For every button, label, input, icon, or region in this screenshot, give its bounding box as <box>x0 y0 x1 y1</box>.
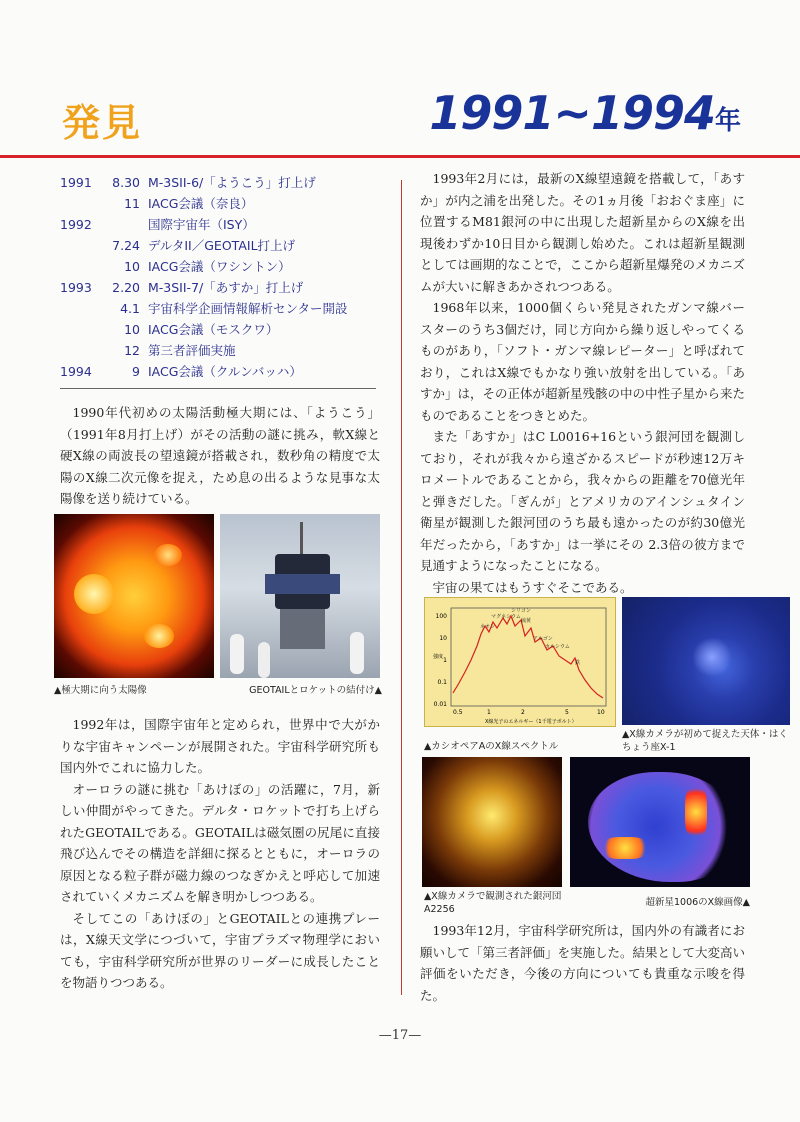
caption-sun: ▲極大期に向う太陽像 <box>54 685 147 696</box>
technician-figure <box>258 642 270 678</box>
page-title: 発見 <box>62 101 143 145</box>
paragraph-text: 1968年以来，1000個くらい発見されたガンマ線バースターのうち3個だけ，同じ方向から繰り返しやってくるものがあり，「ソフト・ガンマ線レピーター」と呼ばれており，これはX線でもかなり強い放射を出している。「あすか」は，その正体が超新星残骸の中の中性子星から来たものであることをつきとめた。 <box>420 300 746 423</box>
line-label: マグネシウム <box>491 614 521 620</box>
line-label: アルゴン <box>533 636 553 642</box>
spectrum-curve <box>453 616 603 698</box>
y-tick: 10 <box>439 635 447 642</box>
sun-bright-region <box>154 544 182 566</box>
header-rule <box>0 155 800 158</box>
right-paragraph-5 <box>420 920 745 1006</box>
timeline-row <box>60 256 380 277</box>
a2256-cluster-image <box>422 757 562 887</box>
timeline-row <box>60 214 380 235</box>
remnant-shell <box>588 772 738 882</box>
caption-cygnus: ▲X線カメラが初めて捉えた天体・はくちょう座X-1 <box>622 729 788 753</box>
paragraph-text: また「あすか」はC L0016+16という銀河団を観測しており，それが我々から遠ざかるスピードが秒速12万キロメートルであることから，我々からの距離を70億光年と弾きだした。「ぎんが」とアメリカのアインシュタイン衛星が観測した銀河団のうち最も遠かったのが約30億光年だったから，「あすか」は一挙にその 2.3倍の彼方まで見通すようになったことになる。 <box>420 429 745 573</box>
remnant-hotspot <box>685 782 707 842</box>
line-label: 硫黄 <box>521 618 532 624</box>
line-label: 鉄 <box>575 660 581 666</box>
y-tick: 100 <box>435 613 447 620</box>
paragraph-text: 1993年12月，宇宙科学研究所は，国内外の有識者にお願いして「第三者評価」を実施した。結果として大変高い評価をいただき，今後の方向についても貴重な示唆を得た。 <box>420 923 746 1003</box>
technician-figure <box>230 634 244 674</box>
x-tick: 0.5 <box>453 709 463 716</box>
timeline-row <box>60 340 380 361</box>
sun-xray-photo <box>54 514 214 678</box>
sun-bright-region <box>74 574 114 614</box>
x-tick: 1 <box>487 709 491 716</box>
timeline-row <box>60 361 380 382</box>
timeline-event: IACG会議（奈良） <box>148 196 254 211</box>
year-suffix: 年 <box>714 106 740 136</box>
line-label: ネオン <box>480 624 496 630</box>
paragraph-text: そしてこの「あけぼの」とGEOTAILとの連携プレーは，X線天文学につづいて，宇宙プラズマ物理学においても，宇宙科学研究所が世界のリーダーに成長したことを物語りつつある。 <box>60 910 380 990</box>
left-paragraph-1 <box>60 402 380 510</box>
timeline-row <box>60 319 380 340</box>
timeline-event: IACG会議（クルンバッハ） <box>148 364 302 379</box>
spectrum-svg <box>425 598 615 726</box>
remnant-hotspot <box>600 837 650 859</box>
paragraph-text: 宇宙の果てはもうすぐそこである。 <box>432 579 633 595</box>
timeline-row <box>60 172 380 193</box>
timeline-event: M-3SII-7/「あすか」打上げ <box>148 280 304 295</box>
column-divider <box>401 180 402 995</box>
timeline-row <box>60 277 380 298</box>
caption-geotail: GEOTAILとロケットの結付け▲ <box>249 685 382 696</box>
left-body <box>60 714 380 994</box>
timeline-rule <box>60 388 376 389</box>
sun-bright-region <box>144 624 174 648</box>
sn1006-xray-image <box>570 757 750 887</box>
timeline-event: M-3SII-6/「ようこう」打上げ <box>148 175 316 190</box>
timeline-event: 国際宇宙年（ISY） <box>148 217 255 232</box>
timeline-date: 2.20 <box>112 280 140 295</box>
x-tick: 5 <box>565 709 569 716</box>
timeline-date: 7.24 <box>112 238 140 253</box>
timeline-event: 宇宙科学企画情報解析センター開設 <box>148 301 348 316</box>
timeline-row <box>60 298 380 319</box>
timeline-date: 4.1 <box>120 301 140 316</box>
x-axis-label: X線光子のエネルギー（1千電子ボルト） <box>485 719 577 725</box>
timeline-year: 1991 <box>60 175 92 190</box>
y-tick: 0.1 <box>437 679 447 686</box>
timeline-date: 10 <box>124 322 140 337</box>
y-axis-label: 強度 <box>433 654 444 660</box>
x-tick: 2 <box>521 709 525 716</box>
paragraph-text: 1992年は，国際宇宙年と定められ，世界中で大がかりな宇宙キャンペーンが展開された。宇宙科学研究所も国内外でこれに協力した。 <box>60 717 380 775</box>
timeline-year: 1993 <box>60 280 92 295</box>
caption-a2256: ▲X線カメラで観測された銀河団A2256 <box>424 891 562 915</box>
cygnus-x1-image <box>622 597 790 725</box>
caption-sn1006: 超新星1006のX線画像▲ <box>645 897 750 908</box>
x-tick: 10 <box>597 709 605 716</box>
page-number: —17— <box>378 1028 422 1043</box>
line-label: シリコン <box>511 608 531 614</box>
timeline-event: IACG会議（ワシントン） <box>148 259 291 274</box>
caption-spectrum: ▲カシオペアAのX線スペクトル <box>424 741 559 752</box>
timeline-event: デルタII／GEOTAIL打上げ <box>148 238 296 253</box>
technician-figure <box>350 632 364 674</box>
timeline-row <box>60 193 380 214</box>
y-tick: 1 <box>443 657 447 664</box>
timeline-year: 1992 <box>60 217 92 232</box>
timeline-event: IACG会議（モスクワ） <box>148 322 279 337</box>
xray-source-glow <box>692 637 732 677</box>
line-label: カルシウム <box>545 644 570 650</box>
timeline-year: 1994 <box>60 364 92 379</box>
timeline-event: 第三者評価実施 <box>148 343 236 358</box>
paragraph-text: オーロラの謎に挑む「あけぼの」の活躍に，7月，新しい仲間がやってきた。デルタ・ロケットで打ち上げられたGEOTAILである。GEOTAILは磁気圏の尻尾に直接飛び込んでその構造を詳細に探るとともに，オーロラの原因となる粒子群が磁力線のつなぎかえと呼応して加速されていくメカニズムを解き明かしつつある。 <box>60 781 380 904</box>
year-range-value: 1991~1994 <box>429 86 715 140</box>
timeline-date: 10 <box>124 259 140 274</box>
paragraph-text: 1990年代初めの太陽活動極大期には、「ようこう」（1991年8月打上げ）がその活動の謎に挑み，軟X線と硬X線の両波長の望遠鏡が搭載され，数秒角の精度で太陽のX線二次元像を捉え，ため息の出るような見事な太陽像を送り続けている。 <box>60 405 380 506</box>
timeline-date: 8.30 <box>112 175 140 190</box>
satellite-stand <box>280 609 325 649</box>
y-tick: 0.01 <box>433 701 447 708</box>
year-range <box>429 86 740 140</box>
timeline-row <box>60 235 380 256</box>
satellite-panel <box>265 574 340 594</box>
cassiopeia-spectrum-plot <box>424 597 616 727</box>
timeline-date: 11 <box>124 196 140 211</box>
satellite-mast <box>300 522 303 556</box>
timeline-date: 12 <box>124 343 140 358</box>
timeline-date: 9 <box>132 364 140 379</box>
right-body <box>420 168 745 598</box>
timeline <box>60 172 380 382</box>
geotail-photo <box>220 514 380 678</box>
paragraph-text: 1993年2月には，最新のX線望遠鏡を搭載して，「あすか」が内之浦を出発した。その1ヵ月後「おおぐま座」に位置するM81銀河の中に出現した超新星からのX線を出現後わずか10日目から観測し始めた。これは超新星観測としては画期的なことで，ここから超新星爆発のメカニズムが大いに解きあかされつつある。 <box>420 171 745 294</box>
